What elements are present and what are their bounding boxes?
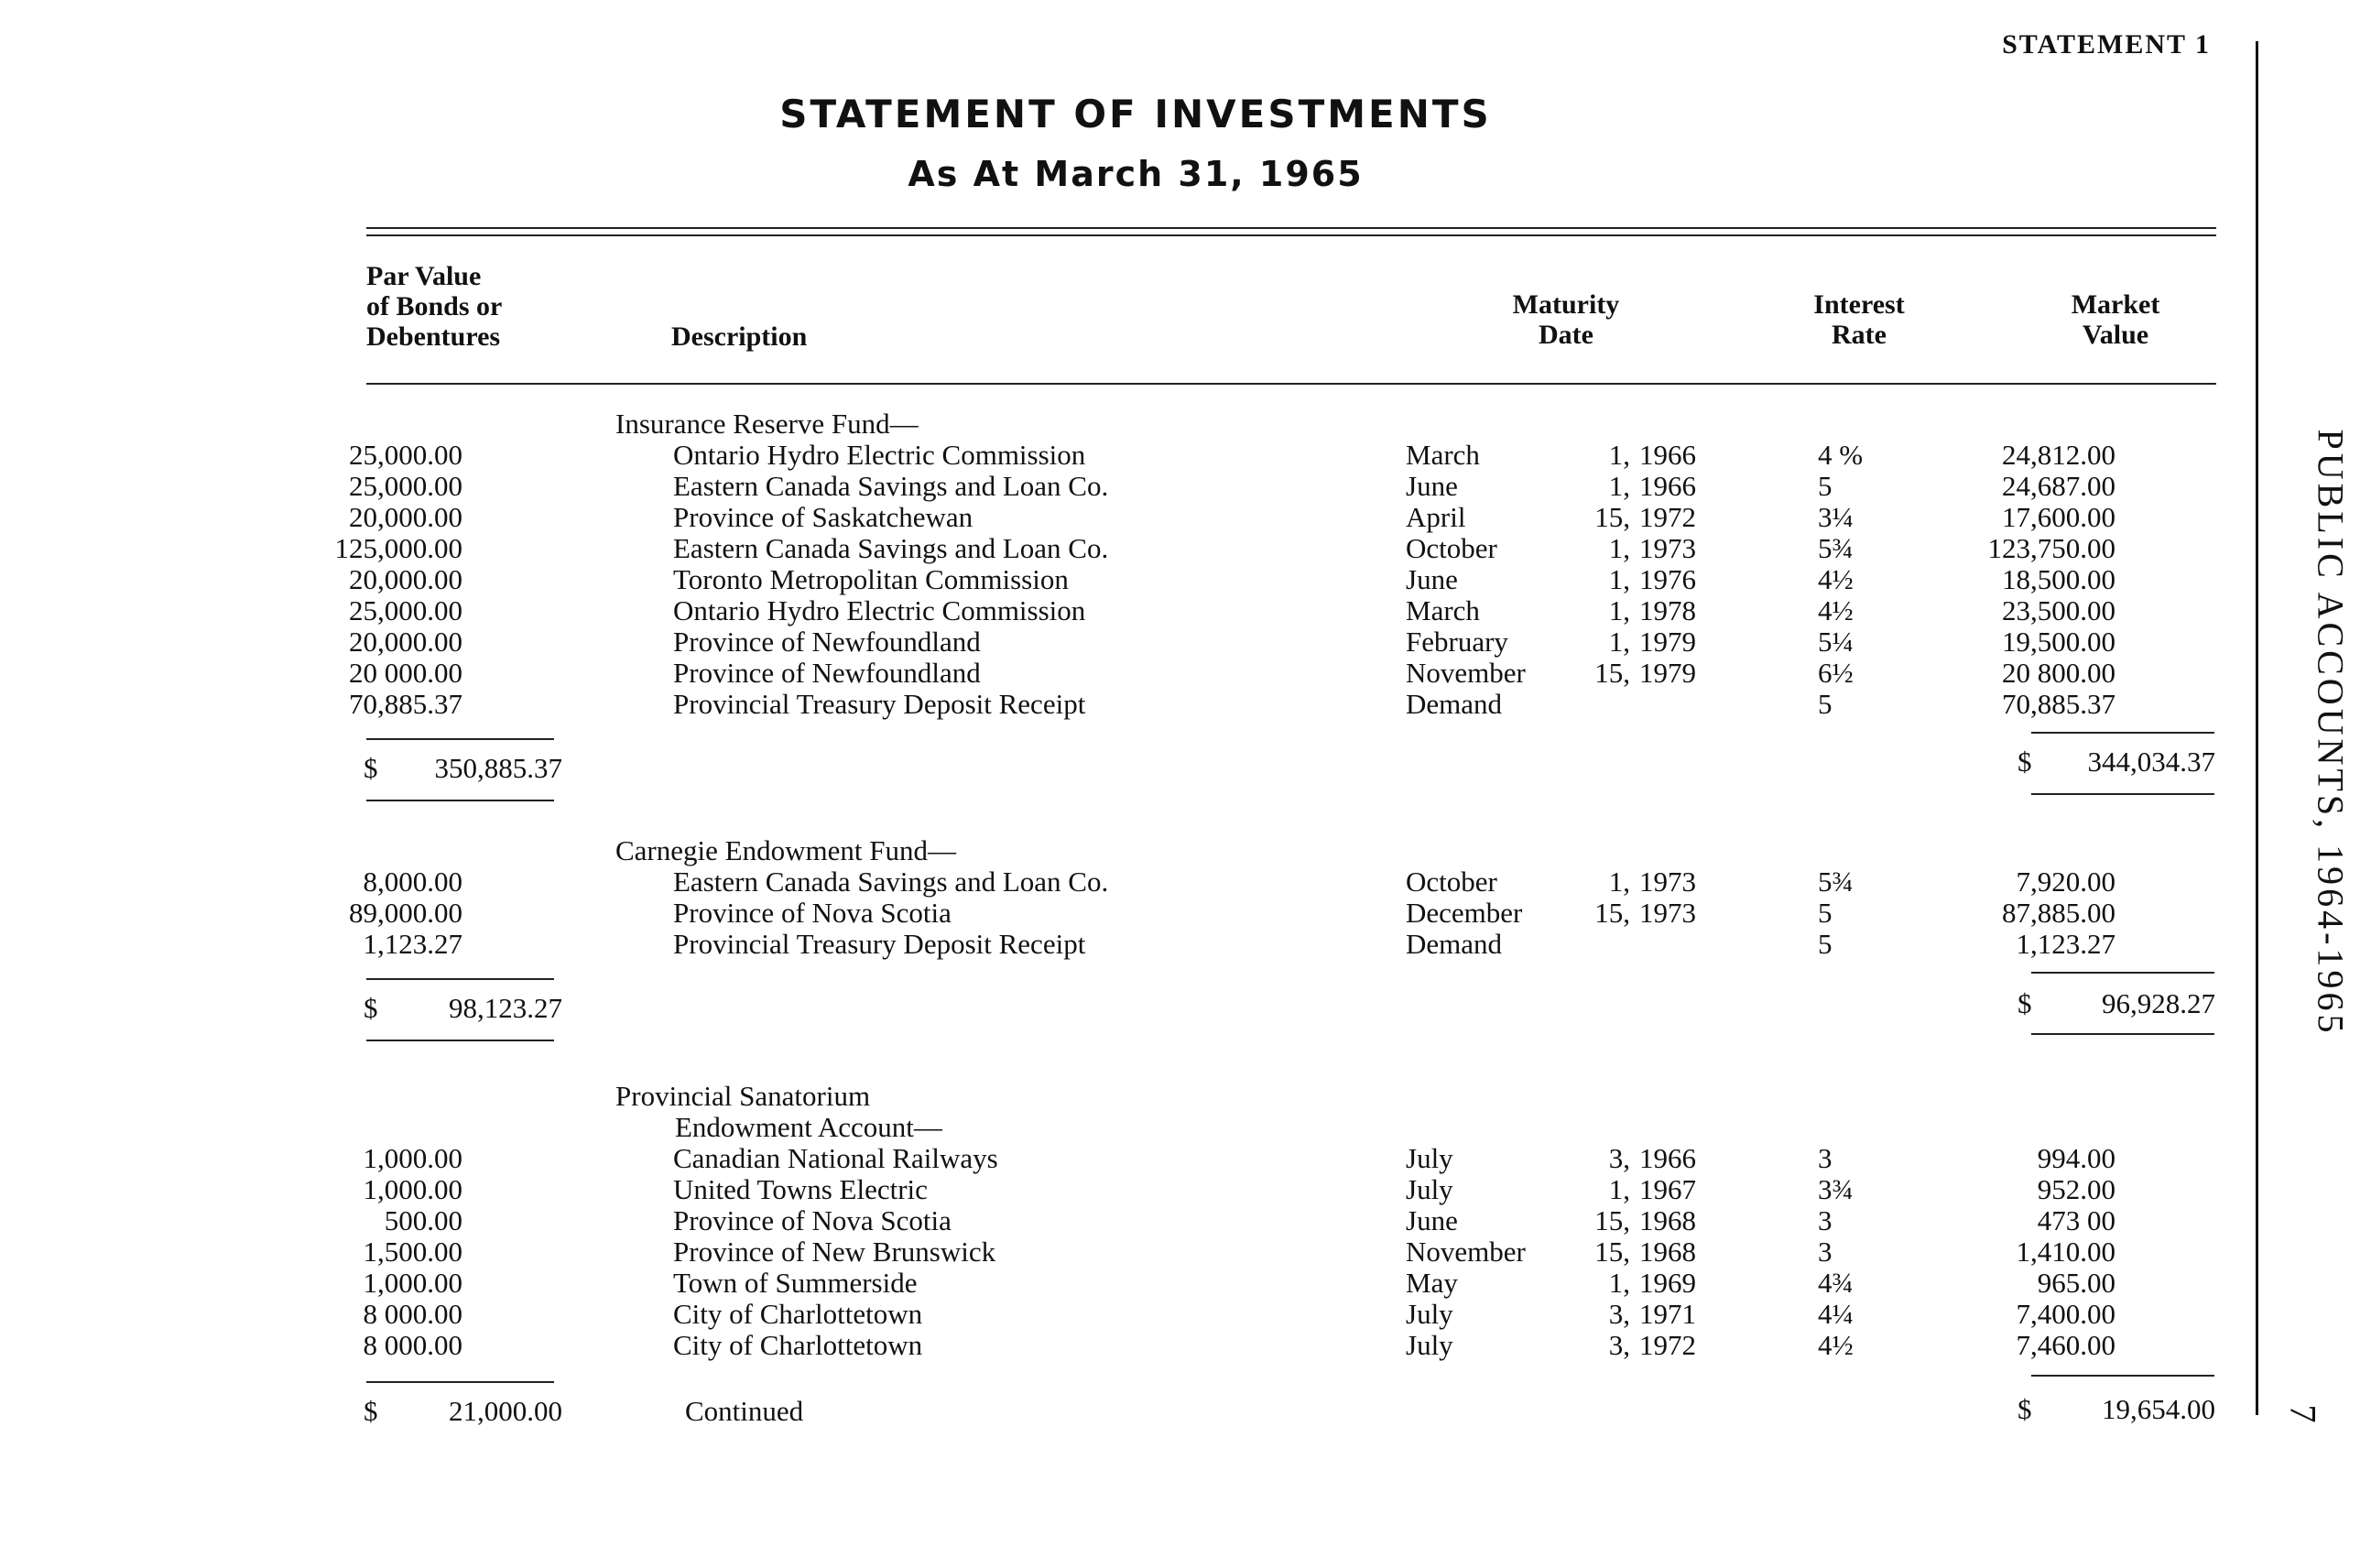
description-cell: Eastern Canada Savings and Loan Co.: [673, 866, 1109, 898]
maturity-year-cell: 1968: [1639, 1236, 1696, 1268]
fund-heading-sanatorium-2: Endowment Account—: [675, 1111, 942, 1143]
par-value-cell: 500.00: [384, 1204, 462, 1236]
table-row: [0, 1205, 2271, 1236]
maturity-day-cell: 1,: [1608, 532, 1630, 564]
maturity-year-cell: 1972: [1639, 501, 1696, 533]
fund-heading-sanatorium-1: Provincial Sanatorium: [615, 1080, 871, 1112]
currency-symbol: $: [2018, 987, 2032, 1019]
maturity-year-cell: 1966: [1639, 1142, 1696, 1174]
interest-rate-cell: 5¾: [1818, 866, 1854, 898]
header-description: Description: [671, 321, 808, 352]
market-subtotal-rule: [2031, 1375, 2214, 1377]
description-cell: City of Charlottetown: [673, 1330, 923, 1361]
table-row: [0, 1143, 2271, 1174]
header-par-line1: Par Value: [366, 261, 482, 291]
fund-insurance-total-market: 344,034.37: [2087, 746, 2215, 778]
table-row: [0, 1174, 2271, 1205]
maturity-month-cell: March: [1406, 439, 1480, 471]
header-par-line3: Debentures: [366, 321, 501, 352]
market-value-cell: 123,750.00: [1987, 532, 2115, 564]
maturity-month-cell: Demand: [1406, 688, 1503, 720]
side-running-head-text: PUBLIC ACCOUNTS, 1964-1965: [2310, 429, 2352, 1037]
interest-rate-cell: 4¾: [1818, 1267, 1854, 1299]
maturity-month-cell: March: [1406, 594, 1480, 626]
table-row: [0, 1268, 2271, 1299]
par-value-cell: 125,000.00: [334, 532, 462, 564]
maturity-day-cell: 1,: [1608, 626, 1630, 658]
par-value-cell: 8 000.00: [363, 1298, 462, 1330]
description-cell: Toronto Metropolitan Commission: [673, 564, 1069, 595]
header-market-line1: Market: [2071, 289, 2160, 320]
description-cell: Province of Nova Scotia: [673, 898, 952, 929]
currency-symbol: $: [2018, 746, 2032, 778]
table-row: [0, 866, 2271, 898]
par-total-rule: [366, 1040, 554, 1041]
maturity-year-cell: 1979: [1639, 657, 1696, 689]
interest-rate-cell: 5¼: [1818, 626, 1854, 658]
interest-rate-cell: 5: [1818, 688, 1833, 720]
fund-insurance-total-par: 350,885.37: [434, 752, 562, 784]
market-value-cell: 17,600.00: [2002, 501, 2115, 533]
interest-rate-cell: 4 %: [1818, 439, 1864, 471]
maturity-day-cell: 15,: [1594, 1204, 1630, 1236]
fund-heading-carnegie: Carnegie Endowment Fund—: [615, 834, 956, 866]
description-cell: Province of Saskatchewan: [673, 502, 973, 533]
par-value-cell: 25,000.00: [349, 470, 462, 502]
description-cell: Province of Nova Scotia: [673, 1205, 952, 1236]
table-row: [0, 564, 2271, 595]
maturity-day-cell: 1,: [1608, 594, 1630, 626]
maturity-day-cell: 1,: [1608, 866, 1630, 898]
par-value-cell: 1,123.27: [363, 928, 462, 960]
interest-rate-cell: 3¼: [1818, 501, 1854, 533]
interest-rate-cell: 4¼: [1818, 1298, 1854, 1330]
market-subtotal-rule: [2031, 972, 2214, 974]
par-value-cell: 89,000.00: [349, 897, 462, 929]
table-row: [0, 1299, 2271, 1330]
description-cell: Eastern Canada Savings and Loan Co.: [673, 471, 1109, 502]
maturity-month-cell: December: [1406, 897, 1523, 929]
maturity-month-cell: April: [1406, 501, 1466, 533]
description-cell: Ontario Hydro Electric Commission: [673, 440, 1086, 471]
par-subtotal-rule: [366, 978, 554, 980]
maturity-year-cell: 1969: [1639, 1267, 1696, 1299]
table-row: [0, 502, 2271, 533]
market-value-cell: 19,500.00: [2002, 626, 2115, 658]
maturity-year-cell: 1966: [1639, 439, 1696, 471]
maturity-day-cell: 1,: [1608, 470, 1630, 502]
maturity-year-cell: 1973: [1639, 897, 1696, 929]
description-cell: Canadian National Railways: [673, 1143, 998, 1174]
maturity-month-cell: June: [1406, 470, 1458, 502]
interest-rate-cell: 3¾: [1818, 1173, 1854, 1205]
interest-rate-cell: 3: [1818, 1204, 1833, 1236]
currency-symbol: $: [364, 992, 378, 1024]
continued-label: Continued: [685, 1395, 804, 1427]
par-value-cell: 8 000.00: [363, 1329, 462, 1361]
description-cell: Province of New Brunswick: [673, 1236, 996, 1268]
interest-rate-cell: 5: [1818, 897, 1833, 929]
interest-rate-cell: 4½: [1818, 594, 1854, 626]
interest-rate-cell: 5: [1818, 928, 1833, 960]
table-row: [0, 533, 2271, 564]
maturity-month-cell: February: [1406, 626, 1508, 658]
header-market-value: [2015, 289, 2216, 350]
description-cell: Town of Summerside: [673, 1268, 918, 1299]
market-value-cell: 1,410.00: [2016, 1236, 2115, 1268]
header-market-line2: Value: [2082, 320, 2149, 350]
maturity-day-cell: 3,: [1608, 1142, 1630, 1174]
interest-rate-cell: 3: [1818, 1236, 1833, 1268]
interest-rate-cell: 6½: [1818, 657, 1854, 689]
header-maturity-line1: Maturity: [1512, 289, 1620, 320]
table-row: [0, 658, 2271, 689]
par-value-cell: 70,885.37: [349, 688, 462, 720]
header-par-value: [366, 261, 502, 352]
description-cell: Province of Newfoundland: [673, 658, 981, 689]
par-value-cell: 8,000.00: [363, 866, 462, 898]
market-value-cell: 70,885.37: [2002, 688, 2115, 720]
table-row: [0, 1330, 2271, 1361]
par-value-cell: 1,000.00: [363, 1267, 462, 1299]
fund-sanatorium-total-market: 19,654.00: [2102, 1393, 2215, 1425]
maturity-year-cell: 1973: [1639, 532, 1696, 564]
market-value-cell: 20 800.00: [2002, 657, 2115, 689]
table-row: [0, 440, 2271, 471]
fund-carnegie-total-market: 96,928.27: [2102, 987, 2215, 1019]
currency-symbol: $: [364, 1395, 378, 1427]
market-value-cell: 23,500.00: [2002, 594, 2115, 626]
header-interest-rate: [1758, 289, 1960, 350]
header-interest-line1: Interest: [1813, 289, 1905, 320]
market-value-cell: 24,687.00: [2002, 470, 2115, 502]
market-value-cell: 1,123.27: [2016, 928, 2115, 960]
interest-rate-cell: 5¾: [1818, 532, 1854, 564]
header-maturity-date: [1465, 289, 1667, 350]
currency-symbol: $: [2018, 1393, 2032, 1425]
maturity-month-cell: July: [1406, 1142, 1453, 1174]
market-value-cell: 7,400.00: [2016, 1298, 2115, 1330]
market-value-cell: 473 00: [2037, 1204, 2115, 1236]
market-value-cell: 994.00: [2037, 1142, 2115, 1174]
maturity-month-cell: June: [1406, 1204, 1458, 1236]
market-total-rule: [2031, 1033, 2214, 1035]
market-value-cell: 965.00: [2037, 1267, 2115, 1299]
side-running-head: [2308, 403, 2354, 1062]
maturity-day-cell: 15,: [1594, 501, 1630, 533]
page-number: 7: [2282, 1404, 2324, 1423]
table-row: [0, 1236, 2271, 1268]
maturity-month-cell: June: [1406, 563, 1458, 595]
header-interest-line2: Rate: [1832, 320, 1887, 350]
maturity-month-cell: May: [1406, 1267, 1458, 1299]
statement-label: STATEMENT 1: [2002, 29, 2211, 60]
market-value-cell: 24,812.00: [2002, 439, 2115, 471]
interest-rate-cell: 5: [1818, 470, 1833, 502]
table-row: [0, 471, 2271, 502]
market-total-rule: [2031, 793, 2214, 795]
maturity-year-cell: 1979: [1639, 626, 1696, 658]
maturity-year-cell: 1973: [1639, 866, 1696, 898]
header-par-line2: of Bonds or: [366, 291, 503, 321]
maturity-month-cell: October: [1406, 532, 1497, 564]
header-rule-top-2: [366, 234, 2216, 236]
maturity-year-cell: 1972: [1639, 1329, 1696, 1361]
description-cell: Provincial Treasury Deposit Receipt: [673, 689, 1086, 720]
maturity-year-cell: 1978: [1639, 594, 1696, 626]
header-rule-top: [366, 227, 2216, 229]
maturity-year-cell: 1967: [1639, 1173, 1696, 1205]
par-value-cell: 1,000.00: [363, 1173, 462, 1205]
table-row: [0, 595, 2271, 626]
description-cell: Ontario Hydro Electric Commission: [673, 595, 1086, 626]
maturity-month-cell: Demand: [1406, 928, 1503, 960]
maturity-year-cell: 1971: [1639, 1298, 1696, 1330]
header-rule-bottom: [366, 383, 2216, 385]
maturity-month-cell: October: [1406, 866, 1497, 898]
maturity-day-cell: 3,: [1608, 1298, 1630, 1330]
par-total-rule: [366, 800, 554, 801]
market-subtotal-rule: [2031, 732, 2214, 734]
maturity-day-cell: 15,: [1594, 657, 1630, 689]
market-value-cell: 7,460.00: [2016, 1329, 2115, 1361]
table-row: [0, 626, 2271, 658]
header-maturity-line2: Date: [1539, 320, 1593, 350]
maturity-day-cell: 3,: [1608, 1329, 1630, 1361]
maturity-month-cell: July: [1406, 1298, 1453, 1330]
maturity-year-cell: 1966: [1639, 470, 1696, 502]
par-value-cell: 20,000.00: [349, 563, 462, 595]
market-value-cell: 18,500.00: [2002, 563, 2115, 595]
maturity-year-cell: 1976: [1639, 563, 1696, 595]
description-cell: Eastern Canada Savings and Loan Co.: [673, 533, 1109, 564]
description-cell: United Towns Electric: [673, 1174, 928, 1205]
table-row: [0, 898, 2271, 929]
par-value-cell: 20,000.00: [349, 626, 462, 658]
table-row: [0, 689, 2271, 720]
maturity-month-cell: November: [1406, 657, 1526, 689]
par-value-cell: 25,000.00: [349, 439, 462, 471]
par-value-cell: 20 000.00: [349, 657, 462, 689]
maturity-month-cell: July: [1406, 1173, 1453, 1205]
description-cell: Province of Newfoundland: [673, 626, 981, 658]
par-value-cell: 1,000.00: [363, 1142, 462, 1174]
par-value-cell: 1,500.00: [363, 1236, 462, 1268]
description-cell: City of Charlottetown: [673, 1299, 923, 1330]
par-subtotal-rule: [366, 738, 554, 740]
interest-rate-cell: 3: [1818, 1142, 1833, 1174]
fund-carnegie-total-par: 98,123.27: [449, 992, 562, 1024]
table-row: [0, 929, 2271, 960]
interest-rate-cell: 4½: [1818, 563, 1854, 595]
maturity-year-cell: 1968: [1639, 1204, 1696, 1236]
maturity-day-cell: 1,: [1608, 439, 1630, 471]
maturity-day-cell: 1,: [1608, 1173, 1630, 1205]
description-cell: Provincial Treasury Deposit Receipt: [673, 929, 1086, 960]
maturity-day-cell: 15,: [1594, 897, 1630, 929]
par-subtotal-rule: [366, 1381, 554, 1383]
fund-sanatorium-total-par: 21,000.00: [449, 1395, 562, 1427]
maturity-month-cell: November: [1406, 1236, 1526, 1268]
market-value-cell: 7,920.00: [2016, 866, 2115, 898]
maturity-day-cell: 15,: [1594, 1236, 1630, 1268]
par-value-cell: 20,000.00: [349, 501, 462, 533]
page-title: STATEMENT OF INVESTMENTS: [779, 92, 1492, 136]
currency-symbol: $: [364, 752, 378, 784]
market-value-cell: 952.00: [2037, 1173, 2115, 1205]
interest-rate-cell: 4½: [1818, 1329, 1854, 1361]
maturity-day-cell: 1,: [1608, 563, 1630, 595]
fund-heading-insurance: Insurance Reserve Fund—: [615, 408, 919, 440]
maturity-day-cell: 1,: [1608, 1267, 1630, 1299]
market-value-cell: 87,885.00: [2002, 897, 2115, 929]
par-value-cell: 25,000.00: [349, 594, 462, 626]
maturity-month-cell: July: [1406, 1329, 1453, 1361]
page-subtitle: As At March 31, 1965: [908, 154, 1364, 194]
